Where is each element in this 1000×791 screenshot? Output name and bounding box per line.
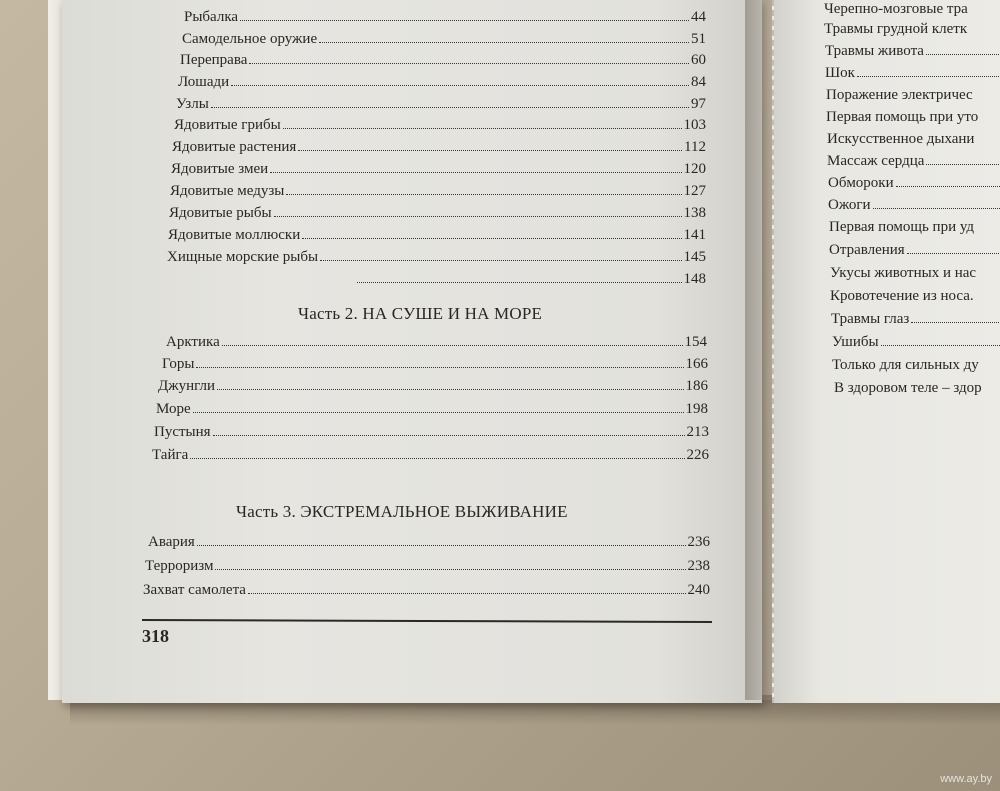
toc-entry	[145, 557, 710, 575]
toc-entry-title: Массаж сердца	[827, 153, 925, 169]
toc-entry	[826, 108, 1000, 126]
toc-entry-page: 60	[691, 52, 706, 68]
toc-entry-title: Кровотечение из носа.	[830, 288, 974, 304]
toc-entry-title: Хищные морские рыбы	[167, 249, 319, 265]
toc-entry-title: Пустыня	[154, 424, 211, 440]
leader-dots	[222, 345, 683, 346]
toc-entry	[828, 174, 1000, 192]
toc-entry	[831, 310, 1000, 328]
leader-dots	[926, 164, 1000, 165]
toc-entry-title: Джунгли	[158, 378, 216, 394]
leader-dots	[873, 208, 1000, 209]
toc-entry-page: 226	[686, 447, 709, 463]
toc-entry-page: 198	[685, 401, 708, 417]
toc-entry-page: 240	[687, 582, 710, 598]
toc-entry	[148, 533, 710, 551]
leader-dots	[213, 435, 685, 436]
toc-entry-page: 44	[691, 9, 706, 25]
leader-dots	[274, 216, 682, 217]
toc-entry-title: Тайга	[152, 447, 189, 463]
toc-entry	[154, 423, 709, 441]
toc-entry	[829, 218, 1000, 236]
toc-entry	[827, 130, 1000, 148]
toc-entry	[168, 226, 706, 244]
toc-entry-page: 166	[685, 356, 708, 372]
leader-dots	[896, 186, 1000, 187]
toc-entry	[156, 400, 708, 418]
leader-dots	[298, 150, 682, 151]
leader-dots	[881, 345, 1000, 346]
toc-entry	[166, 333, 707, 351]
leader-dots	[248, 593, 686, 594]
toc-entry-title: Отравления	[829, 242, 905, 258]
toc-entry-title: Ушибы	[832, 334, 879, 350]
page-number: 318	[142, 626, 169, 646]
toc-entry	[832, 333, 1000, 351]
toc-entry-page: 148	[683, 271, 706, 287]
toc-entry	[152, 446, 709, 464]
leader-dots	[190, 458, 684, 459]
toc-entry	[178, 73, 706, 91]
toc-entry	[184, 8, 706, 26]
leader-dots	[320, 260, 681, 261]
toc-entry-page: 103	[683, 117, 706, 133]
toc-entry-title: Ядовитые грибы	[174, 117, 281, 133]
toc-entry-title: Первая помощь при уто	[826, 109, 979, 125]
toc-entry-page: 238	[687, 558, 710, 574]
leader-dots	[283, 128, 682, 129]
leader-dots	[302, 238, 681, 239]
toc-entry-title: Травмы живота	[825, 43, 924, 59]
toc-entry	[355, 270, 706, 288]
toc-entry-title: Первая помощь при уд	[829, 219, 975, 235]
toc-entry-page: 127	[683, 183, 706, 199]
leader-dots	[270, 172, 681, 173]
leader-dots	[907, 253, 1000, 254]
toc-entry-title: Ядовитые медузы	[170, 183, 285, 199]
leader-dots	[211, 107, 689, 108]
toc-entry	[182, 30, 706, 48]
toc-entry-page: 186	[685, 378, 708, 394]
toc-entry	[830, 287, 1000, 305]
toc-entry-page: 51	[691, 31, 706, 47]
leader-dots	[231, 85, 689, 86]
leader-dots	[196, 367, 683, 368]
toc-entry-title: Травмы глаз	[831, 311, 910, 327]
leader-dots	[249, 63, 689, 64]
toc-entry	[826, 86, 1000, 104]
toc-entry-title: Черепно-мозговые тра	[824, 1, 968, 17]
toc-entry-title: Только для сильных ду	[832, 357, 979, 373]
toc-entry	[174, 116, 706, 134]
toc-entry-page: 213	[686, 424, 709, 440]
leader-dots	[926, 54, 1000, 55]
toc-entry-page: 112	[684, 139, 706, 155]
toc-entry	[158, 377, 708, 395]
toc-entry	[171, 160, 706, 178]
toc-entry-title: Терроризм	[145, 558, 214, 574]
leader-dots	[217, 389, 683, 390]
toc-entry-title: Море	[156, 401, 191, 417]
toc-entry-title: Ядовитые змеи	[171, 161, 269, 177]
toc-entry	[832, 356, 1000, 374]
toc-entry	[824, 20, 1000, 38]
toc-entry	[825, 64, 1000, 82]
watermark-text: www.ay.by	[940, 773, 992, 785]
toc-entry-title: Поражение электричес	[826, 87, 973, 103]
toc-entry	[829, 241, 1000, 259]
right-page	[772, 0, 1000, 703]
toc-entry-title: Лошади	[178, 74, 230, 90]
leader-dots	[319, 42, 689, 43]
toc-entry-title: Ядовитые моллюски	[168, 227, 301, 243]
section-heading: Часть 3. ЭКСТРЕМАЛЬНОЕ ВЫЖИВАНИЕ	[236, 502, 568, 521]
leader-dots	[286, 194, 681, 195]
toc-entry-title: Авария	[148, 534, 195, 550]
toc-entry-title: Рыбалка	[184, 9, 239, 25]
leader-dots	[215, 569, 685, 570]
toc-entry-title: Ядовитые растения	[172, 139, 297, 155]
toc-entry	[167, 248, 706, 266]
toc-entry-page: 141	[683, 227, 706, 243]
toc-entry	[828, 196, 1000, 214]
book-gutter	[745, 0, 775, 700]
leader-dots	[857, 76, 1000, 77]
toc-entry-title: Травмы грудной клетк	[824, 21, 968, 37]
toc-entry-title: Арктика	[166, 334, 220, 350]
toc-entry	[827, 152, 1000, 170]
toc-entry	[180, 51, 706, 69]
toc-entry-title: Шок	[825, 65, 855, 81]
section-heading: Часть 2. НА СУШЕ И НА МОРЕ	[298, 304, 543, 323]
toc-entry-title: Захват самолета	[143, 582, 246, 598]
leader-dots	[357, 282, 682, 283]
toc-entry	[176, 95, 706, 113]
toc-entry-page: 154	[684, 334, 707, 350]
toc-entry-page: 97	[691, 96, 706, 112]
leader-dots	[193, 412, 684, 413]
toc-entry-page: 236	[687, 534, 710, 550]
toc-entry-title: Обмороки	[828, 175, 894, 191]
toc-entry	[172, 138, 706, 156]
leader-dots	[197, 545, 686, 546]
toc-entry-title: Узлы	[176, 96, 209, 112]
toc-entry	[830, 264, 1000, 282]
toc-entry-title: Горы	[162, 356, 195, 372]
leader-dots	[240, 20, 689, 21]
toc-entry	[834, 379, 1000, 397]
toc-entry-page: 120	[683, 161, 706, 177]
toc-entry-title: Искусственное дыхани	[827, 131, 975, 147]
toc-entry	[143, 581, 710, 599]
toc-entry-title: Укусы животных и нас	[830, 265, 977, 281]
toc-entry	[825, 42, 1000, 60]
toc-entry-page: 84	[691, 74, 706, 90]
toc-entry-title: В здоровом теле – здор	[834, 380, 982, 396]
toc-entry-title: Самодельное оружие	[182, 31, 318, 47]
toc-entry	[824, 0, 1000, 18]
toc-entry-title: Ядовитые рыбы	[169, 205, 272, 221]
toc-entry-title: Переправа	[180, 52, 248, 68]
toc-entry	[169, 204, 706, 222]
leader-dots	[911, 322, 1000, 323]
toc-entry-page: 138	[683, 205, 706, 221]
toc-entry-page: 145	[683, 249, 706, 265]
toc-entry	[170, 182, 706, 200]
toc-entry-title: Ожоги	[828, 197, 871, 213]
toc-entry	[162, 355, 708, 373]
